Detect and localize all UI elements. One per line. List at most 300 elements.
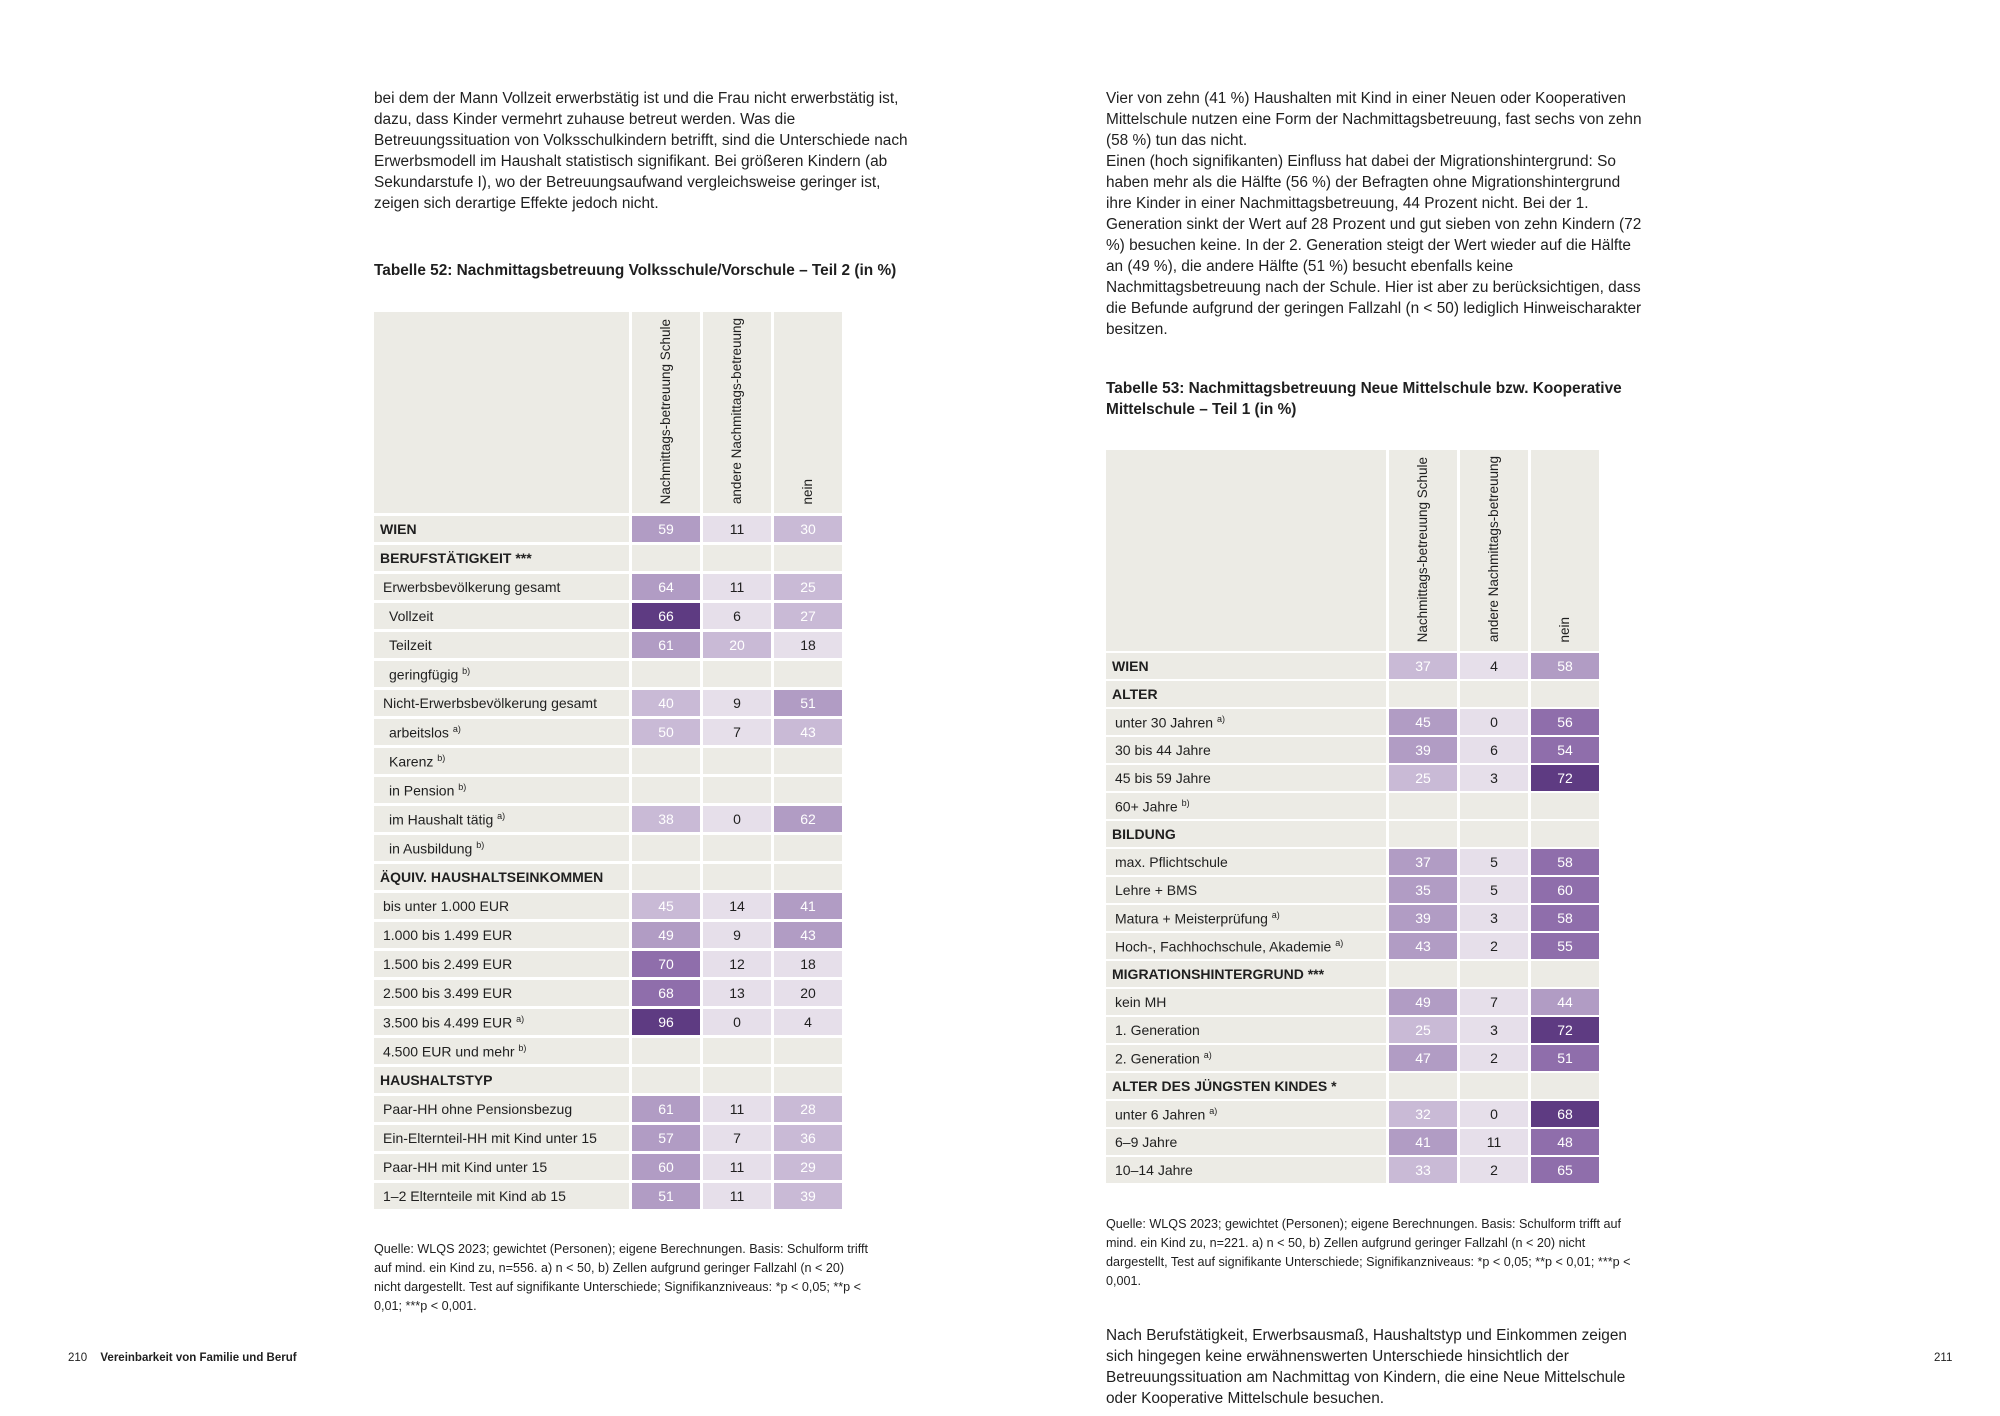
page-number-right: 211 <box>1934 1352 1953 1364</box>
value-cell: 44 <box>1528 989 1599 1015</box>
value-cell: 60 <box>629 1154 700 1180</box>
table-row <box>374 806 842 832</box>
value-cell: 0 <box>1457 1101 1528 1127</box>
table-row <box>374 893 842 919</box>
table-row <box>1106 821 1599 847</box>
row-label: 1.000 bis 1.499 EUR <box>383 927 513 944</box>
left-footer <box>68 1352 297 1364</box>
value-cell: 6 <box>700 603 771 629</box>
table-row <box>374 748 842 774</box>
page-number-left: 210 <box>68 1352 88 1364</box>
column-header-nein: nein <box>1557 616 1572 643</box>
table-row <box>374 1009 842 1035</box>
value-cell: 39 <box>1386 905 1457 931</box>
row-label-cell <box>1106 905 1386 931</box>
row-footnote-marker: b) <box>476 839 485 850</box>
row-label: kein MH <box>1115 994 1167 1011</box>
table-row <box>374 1154 842 1180</box>
value-cell: 58 <box>1528 849 1599 875</box>
value-cell: 45 <box>629 893 700 919</box>
value-cell: 43 <box>771 922 842 948</box>
table-row <box>1106 877 1599 903</box>
table-row <box>374 777 842 803</box>
value-cell: 51 <box>629 1183 700 1209</box>
value-cell: 72 <box>1528 765 1599 791</box>
table-row <box>374 922 842 948</box>
value-cell: 61 <box>629 1096 700 1122</box>
value-cell <box>1528 1073 1599 1099</box>
row-label-cell <box>374 1125 629 1151</box>
table-row <box>374 835 842 861</box>
value-cell <box>629 1067 700 1093</box>
value-cell <box>700 835 771 861</box>
table-53-source-note: Quelle: WLQS 2023; gewichtet (Personen); eigene Berechnungen. Basis: Schulform trifft auf mind. ein Kind zu, n=221. a) n < 50, b) Zellen aufgrund geringer Fallzahl (n < 20) nicht dargestellt, Test auf signifikante Unterschiede; Signifikanzniveaus: *p < 0,05; **p < 0,01; ***p < 0,001. <box>1106 1217 1631 1289</box>
column-header-nein: nein <box>800 478 815 505</box>
table-row <box>374 545 842 571</box>
value-cell <box>771 748 842 774</box>
value-cell: 12 <box>700 951 771 977</box>
row-label-cell <box>1106 933 1386 959</box>
value-cell <box>700 777 771 803</box>
value-cell <box>1457 821 1528 847</box>
value-cell: 66 <box>629 603 700 629</box>
value-cell <box>771 835 842 861</box>
value-cell <box>629 864 700 890</box>
value-cell: 3 <box>1457 765 1528 791</box>
table-52-col-header <box>700 312 771 513</box>
row-label: WIEN <box>1112 658 1149 675</box>
table-row <box>1106 961 1599 987</box>
row-label-cell <box>1106 877 1386 903</box>
row-label-cell <box>374 835 629 861</box>
row-label-cell <box>1106 1017 1386 1043</box>
row-label: Vollzeit <box>389 608 434 625</box>
row-label-cell <box>374 1154 629 1180</box>
value-cell: 59 <box>629 516 700 542</box>
value-cell: 25 <box>771 574 842 600</box>
value-cell <box>1386 681 1457 707</box>
table-row <box>374 574 842 600</box>
row-label-cell <box>1106 989 1386 1015</box>
table-row <box>374 1183 842 1209</box>
value-cell <box>700 545 771 571</box>
row-footnote-marker: a) <box>1335 937 1344 948</box>
row-label-cell <box>374 632 629 658</box>
value-cell: 18 <box>771 632 842 658</box>
value-cell: 39 <box>1386 737 1457 763</box>
row-footnote-marker: b) <box>518 1042 527 1053</box>
value-cell <box>629 748 700 774</box>
value-cell: 57 <box>629 1125 700 1151</box>
table-row <box>1106 1017 1599 1043</box>
table-row <box>374 719 842 745</box>
value-cell: 47 <box>1386 1045 1457 1071</box>
value-cell: 11 <box>700 1154 771 1180</box>
row-label: Nicht-Erwerbsbevölkerung gesamt <box>383 695 597 712</box>
row-label-cell <box>374 1183 629 1209</box>
table-row <box>1106 1101 1599 1127</box>
row-label-cell <box>374 951 629 977</box>
value-cell: 49 <box>1386 989 1457 1015</box>
value-cell: 51 <box>771 690 842 716</box>
value-cell: 41 <box>1386 1129 1457 1155</box>
row-label: 10–14 Jahre <box>1115 1162 1193 1179</box>
row-label-cell <box>1106 1101 1386 1127</box>
right-closing-paragraph: Nach Berufstätigkeit, Erwerbsausmaß, Haushaltstyp und Einkommen zeigen sich hingegen keine erwähnenswerten Unterschiede hinsichtlich der Betreuungssituation am Nachmittag von Kindern, die eine Neue Mittelschule oder Kooperative Mittelschule besuchen. <box>1106 1327 1627 1408</box>
table-row <box>1106 1045 1599 1071</box>
row-label-cell <box>374 922 629 948</box>
right-footer <box>1934 1352 1952 1364</box>
value-cell: 49 <box>629 922 700 948</box>
right-paragraph-1: Vier von zehn (41 %) Haushalten mit Kind in einer Neuen oder Kooperativen Mittelschule nutzen eine Form der Nachmittagsbetreuung, fast sechs von zehn (58 %) tun das nicht. <box>1106 90 1642 149</box>
table-52-source-note: Quelle: WLQS 2023; gewichtet (Personen); eigene Berechnungen. Basis: Schulform trifft auf mind. ein Kind zu, n=556. a) n < 50, b) Zellen aufgrund geringer Fallzahl (n < 20) nicht dargestellt. Test auf signifikante Unterschiede; Signifikanzniveaus: *p < 0,05; **p < 0,01; ***p < 0,001. <box>374 1242 868 1314</box>
value-cell <box>629 1038 700 1064</box>
row-label: 1.500 bis 2.499 EUR <box>383 956 513 973</box>
value-cell <box>700 1038 771 1064</box>
value-cell: 35 <box>1386 877 1457 903</box>
row-label: bis unter 1.000 EUR <box>383 898 510 915</box>
value-cell: 18 <box>771 951 842 977</box>
value-cell: 14 <box>700 893 771 919</box>
row-label-cell <box>374 545 629 571</box>
row-label-cell <box>374 661 629 687</box>
row-label-cell <box>374 574 629 600</box>
table-53-col-header <box>1457 450 1528 651</box>
table-row <box>1106 1129 1599 1155</box>
running-title: Vereinbarkeit von Familie und Beruf <box>100 1352 297 1364</box>
row-label-cell <box>1106 961 1386 987</box>
row-label-cell <box>374 1009 629 1035</box>
value-cell: 96 <box>629 1009 700 1035</box>
value-cell: 0 <box>700 1009 771 1035</box>
value-cell <box>629 545 700 571</box>
value-cell <box>1457 793 1528 819</box>
value-cell: 37 <box>1386 849 1457 875</box>
row-label: Teilzeit <box>389 637 432 654</box>
row-label: 6–9 Jahre <box>1115 1134 1178 1151</box>
table-row <box>374 690 842 716</box>
value-cell <box>1457 1073 1528 1099</box>
row-label-cell <box>1106 765 1386 791</box>
table-53-title: Tabelle 53: Nachmittagsbetreuung Neue Mittelschule bzw. Kooperative Mittelschule – Teil 1 (in %) <box>1106 380 1622 418</box>
row-label: unter 6 Jahren <box>1115 1106 1206 1123</box>
value-cell: 6 <box>1457 737 1528 763</box>
row-label-cell <box>374 1096 629 1122</box>
value-cell: 29 <box>771 1154 842 1180</box>
value-cell: 9 <box>700 690 771 716</box>
value-cell: 0 <box>1457 709 1528 735</box>
row-label-cell <box>374 690 629 716</box>
row-label-cell <box>1106 849 1386 875</box>
row-footnote-marker: b) <box>437 752 446 763</box>
row-label-cell <box>374 516 629 542</box>
value-cell: 39 <box>771 1183 842 1209</box>
table-row <box>1106 905 1599 931</box>
value-cell: 55 <box>1528 933 1599 959</box>
row-label: Hoch-, Fachhochschule, Akademie <box>1115 938 1332 955</box>
value-cell: 51 <box>1528 1045 1599 1071</box>
row-label: 1–2 Elternteile mit Kind ab 15 <box>383 1188 566 1205</box>
row-label-cell <box>374 980 629 1006</box>
table-52-body <box>374 516 842 1209</box>
value-cell: 2 <box>1457 1157 1528 1183</box>
value-cell: 7 <box>1457 989 1528 1015</box>
value-cell: 60 <box>1528 877 1599 903</box>
table-row <box>374 980 842 1006</box>
value-cell <box>629 777 700 803</box>
value-cell: 7 <box>700 719 771 745</box>
row-label: 2. Generation <box>1115 1050 1200 1067</box>
row-label-cell <box>374 748 629 774</box>
row-label-cell <box>1106 1073 1386 1099</box>
table-row <box>374 1038 842 1064</box>
value-cell: 4 <box>771 1009 842 1035</box>
value-cell: 58 <box>1528 905 1599 931</box>
value-cell <box>1386 961 1457 987</box>
table-row <box>1106 793 1599 819</box>
value-cell: 11 <box>700 1183 771 1209</box>
table-row <box>374 632 842 658</box>
row-footnote-marker: b) <box>462 665 471 676</box>
row-label: 30 bis 44 Jahre <box>1115 742 1211 759</box>
value-cell <box>771 661 842 687</box>
value-cell: 58 <box>1528 653 1599 679</box>
value-cell: 20 <box>771 980 842 1006</box>
value-cell <box>1386 1073 1457 1099</box>
value-cell: 54 <box>1528 737 1599 763</box>
table-row <box>1106 737 1599 763</box>
value-cell: 37 <box>1386 653 1457 679</box>
value-cell: 25 <box>1386 765 1457 791</box>
value-cell <box>1528 961 1599 987</box>
value-cell: 4 <box>1457 653 1528 679</box>
value-cell <box>700 1067 771 1093</box>
value-cell <box>1386 793 1457 819</box>
table-52-col-header <box>771 312 842 513</box>
value-cell: 32 <box>1386 1101 1457 1127</box>
table-row <box>1106 989 1599 1015</box>
table-row <box>374 1096 842 1122</box>
column-header-andere: andere Nachmittags-betreuung <box>729 318 744 505</box>
row-label-cell <box>1106 1129 1386 1155</box>
table-52 <box>374 309 842 1212</box>
row-label: Ein-Elternteil-HH mit Kind unter 15 <box>383 1130 597 1147</box>
row-label: MIGRATIONSHINTERGRUND *** <box>1112 966 1325 983</box>
value-cell: 68 <box>629 980 700 1006</box>
row-footnote-marker: a) <box>1203 1049 1212 1060</box>
value-cell: 61 <box>629 632 700 658</box>
row-label: ALTER <box>1112 686 1158 703</box>
row-label-cell <box>374 1067 629 1093</box>
table-row <box>374 951 842 977</box>
value-cell: 36 <box>771 1125 842 1151</box>
value-cell: 68 <box>1528 1101 1599 1127</box>
row-label: 60+ Jahre <box>1115 798 1178 815</box>
value-cell: 38 <box>629 806 700 832</box>
table-52-header-row <box>374 312 842 513</box>
right-column <box>1106 88 1646 1409</box>
row-label: unter 30 Jahren <box>1115 714 1214 731</box>
row-footnote-marker: a) <box>452 723 461 734</box>
value-cell: 0 <box>700 806 771 832</box>
table-53-col-header <box>1528 450 1599 651</box>
row-footnote-marker: a) <box>497 810 506 821</box>
row-footnote-marker: a) <box>1271 909 1280 920</box>
value-cell: 2 <box>1457 1045 1528 1071</box>
row-label: 4.500 EUR und mehr <box>383 1043 515 1060</box>
table-53-header-row <box>1106 450 1599 651</box>
table-row <box>374 661 842 687</box>
value-cell: 7 <box>700 1125 771 1151</box>
row-label-cell <box>374 1038 629 1064</box>
row-label: max. Pflichtschule <box>1115 854 1228 871</box>
value-cell: 5 <box>1457 877 1528 903</box>
row-footnote-marker: a) <box>1209 1105 1218 1116</box>
row-label: im Haushalt tätig <box>389 811 494 828</box>
table-row <box>374 1125 842 1151</box>
table-53 <box>1106 448 1599 1185</box>
row-label-cell <box>374 893 629 919</box>
row-label: 1. Generation <box>1115 1022 1200 1039</box>
left-intro-paragraph: bei dem der Mann Vollzeit erwerbstätig ist und die Frau nicht erwerbstätig ist, dazu, dass Kinder vermehrt zuhause betreut werden. Was die Betreuungssituation von Volksschulkindern betrifft, sind die Unterschiede nach Erwerbsmodell im Haushalt statistisch signifikant. Bei größeren Kindern (ab Sekundarstufe I), wo der Betreuungsaufwand vergleichsweise geringer ist, zeigen sich derartige Effekte jedoch nicht. <box>374 90 908 212</box>
value-cell: 33 <box>1386 1157 1457 1183</box>
row-label: BERUFSTÄTIGKEIT *** <box>380 550 532 567</box>
table-row <box>1106 681 1599 707</box>
table-row <box>374 1067 842 1093</box>
row-label-cell <box>1106 1045 1386 1071</box>
value-cell: 72 <box>1528 1017 1599 1043</box>
value-cell: 9 <box>700 922 771 948</box>
table-row <box>374 603 842 629</box>
row-label-cell <box>374 719 629 745</box>
table-53-body <box>1106 653 1599 1183</box>
row-footnote-marker: b) <box>458 781 467 792</box>
row-footnote-marker: a) <box>1216 713 1225 724</box>
table-row <box>1106 653 1599 679</box>
value-cell: 3 <box>1457 1017 1528 1043</box>
row-label: 2.500 bis 3.499 EUR <box>383 985 513 1002</box>
value-cell: 40 <box>629 690 700 716</box>
table-row <box>1106 849 1599 875</box>
value-cell <box>1457 961 1528 987</box>
value-cell <box>1528 793 1599 819</box>
table-row <box>1106 933 1599 959</box>
value-cell <box>771 864 842 890</box>
column-header-andere: andere Nachmittags-betreuung <box>1486 456 1501 643</box>
row-label: ÄQUIV. HAUSHALTSEINKOMMEN <box>380 869 604 886</box>
row-label: HAUSHALTSTYP <box>380 1072 493 1089</box>
value-cell: 11 <box>700 516 771 542</box>
row-label: Paar-HH mit Kind unter 15 <box>383 1159 548 1176</box>
value-cell: 2 <box>1457 933 1528 959</box>
value-cell: 43 <box>771 719 842 745</box>
value-cell: 25 <box>1386 1017 1457 1043</box>
row-label: Lehre + BMS <box>1115 882 1198 899</box>
row-label: WIEN <box>380 521 417 538</box>
row-label: Paar-HH ohne Pensionsbezug <box>383 1101 573 1118</box>
row-label-cell <box>1106 653 1386 679</box>
value-cell: 3 <box>1457 905 1528 931</box>
table-row <box>1106 709 1599 735</box>
value-cell: 13 <box>700 980 771 1006</box>
table-row <box>1106 1157 1599 1183</box>
right-paragraph-2: Einen (hoch signifikanten) Einfluss hat dabei der Migrationshintergrund: So haben mehr als die Hälfte (56 %) der Befragten ohne Migrationshintergrund ihre Kinder in einer Nachmittagsbetreuung, 44 Prozent nicht. Bei der 1. Generation sinkt der Wert auf 28 Prozent und gut sieben von zehn Kindern (72 %) besuchen keine. In der 2. Generation steigt der Wert wieder auf die Hälfte an (49 %), die andere Hälfte (51 %) besucht ebenfalls keine Nachmittagsbetreuung nach der Schule. Hier ist aber zu berücksichtigen, dass die Befunde aufgrund der geringen Fallzahl (n < 50) lediglich Hinweischarakter besitzen. <box>1106 153 1642 338</box>
table-row <box>374 516 842 542</box>
table-53-col-header <box>1386 450 1457 651</box>
row-label: in Ausbildung <box>389 840 473 857</box>
column-header-schule: Nachmittags-betreuung Schule <box>658 318 673 505</box>
row-footnote-marker: a) <box>516 1013 525 1024</box>
value-cell <box>700 748 771 774</box>
table-row <box>374 864 842 890</box>
value-cell: 28 <box>771 1096 842 1122</box>
value-cell: 56 <box>1528 709 1599 735</box>
row-label: arbeitslos <box>389 724 449 741</box>
row-label: in Pension <box>389 782 455 799</box>
table-52-corner <box>374 312 629 513</box>
table-52-title: Tabelle 52: Nachmittagsbetreuung Volksschule/Vorschule – Teil 2 (in %) <box>374 262 897 279</box>
row-label-cell <box>1106 737 1386 763</box>
value-cell: 5 <box>1457 849 1528 875</box>
value-cell: 45 <box>1386 709 1457 735</box>
value-cell <box>771 1038 842 1064</box>
value-cell: 11 <box>700 574 771 600</box>
value-cell: 30 <box>771 516 842 542</box>
left-column <box>374 88 914 1316</box>
value-cell <box>1528 821 1599 847</box>
value-cell: 62 <box>771 806 842 832</box>
value-cell <box>700 864 771 890</box>
value-cell <box>771 777 842 803</box>
row-label: BILDUNG <box>1112 826 1176 843</box>
table-row <box>1106 765 1599 791</box>
value-cell: 20 <box>700 632 771 658</box>
value-cell: 43 <box>1386 933 1457 959</box>
value-cell <box>1528 681 1599 707</box>
row-label: geringfügig <box>389 666 459 683</box>
row-label-cell <box>1106 1157 1386 1183</box>
value-cell <box>700 661 771 687</box>
row-label: 3.500 bis 4.499 EUR <box>383 1014 513 1031</box>
row-label: 45 bis 59 Jahre <box>1115 770 1211 787</box>
row-label: Erwerbsbevölkerung gesamt <box>383 579 561 596</box>
value-cell: 65 <box>1528 1157 1599 1183</box>
row-label-cell <box>1106 793 1386 819</box>
value-cell: 11 <box>1457 1129 1528 1155</box>
row-label-cell <box>1106 709 1386 735</box>
value-cell <box>1386 821 1457 847</box>
value-cell: 11 <box>700 1096 771 1122</box>
value-cell: 70 <box>629 951 700 977</box>
row-label-cell <box>374 806 629 832</box>
table-52-col-header <box>629 312 700 513</box>
row-label-cell <box>1106 681 1386 707</box>
value-cell: 50 <box>629 719 700 745</box>
row-footnote-marker: b) <box>1181 797 1190 808</box>
row-label-cell <box>374 603 629 629</box>
value-cell: 41 <box>771 893 842 919</box>
row-label: ALTER DES JÜNGSTEN KINDES * <box>1112 1078 1337 1095</box>
row-label-cell <box>374 777 629 803</box>
value-cell: 27 <box>771 603 842 629</box>
value-cell <box>771 545 842 571</box>
value-cell: 64 <box>629 574 700 600</box>
value-cell: 48 <box>1528 1129 1599 1155</box>
table-row <box>1106 1073 1599 1099</box>
table-53-corner <box>1106 450 1386 651</box>
value-cell <box>629 661 700 687</box>
value-cell <box>629 835 700 861</box>
